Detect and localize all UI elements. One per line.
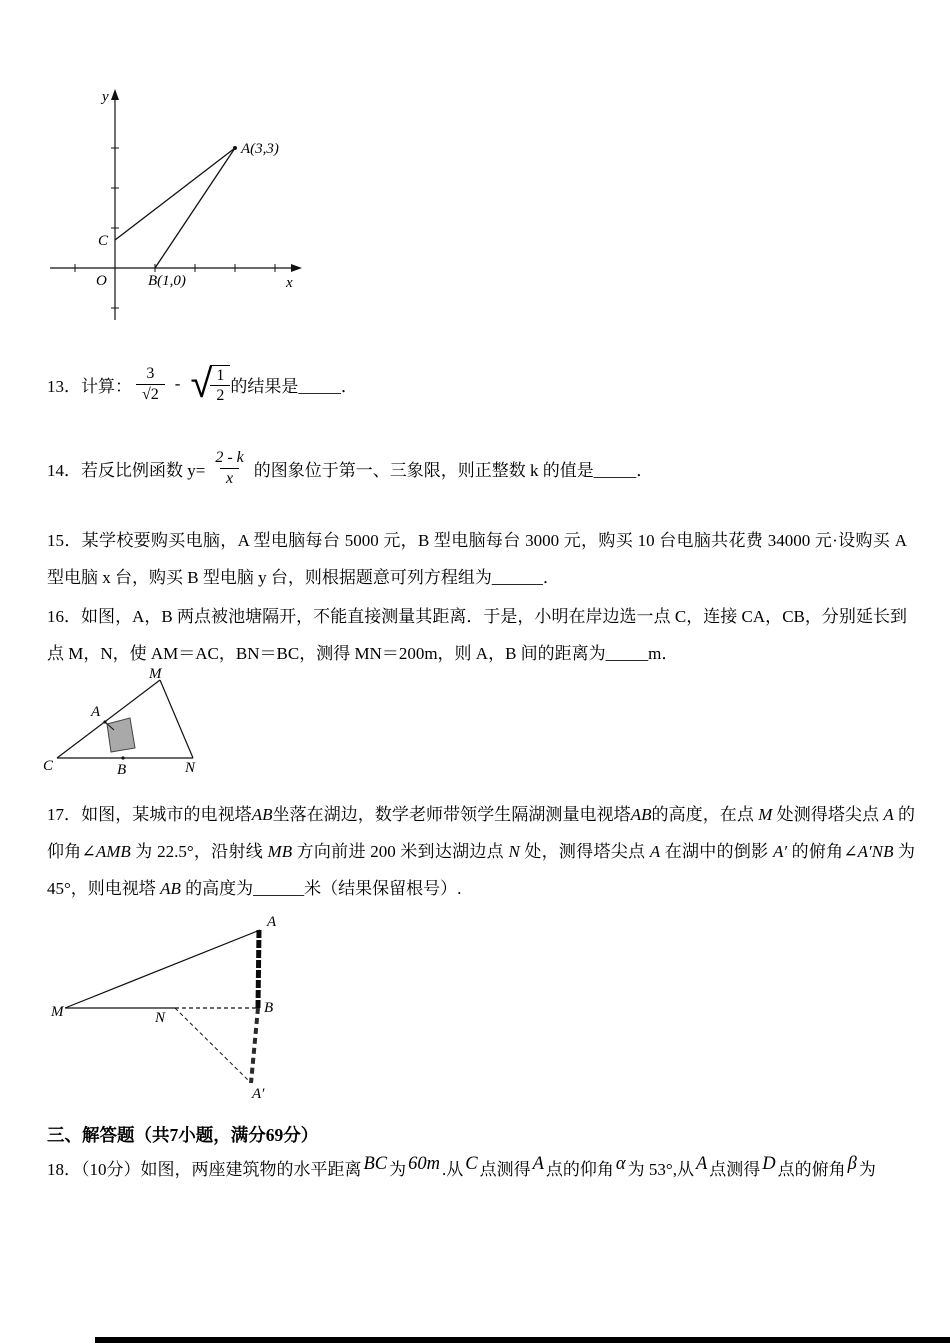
math-variable: D xyxy=(762,1154,776,1174)
fraction-denominator: 2 xyxy=(210,385,230,405)
text-run: 的高度，在点 xyxy=(651,805,759,824)
math-variable: A′NB xyxy=(857,842,894,861)
label-a: A xyxy=(267,914,277,930)
question-13-lead: 13．计算： xyxy=(47,376,132,396)
math-variable: N xyxy=(508,842,520,861)
math-variable: A xyxy=(695,1154,708,1174)
question-14 xyxy=(47,440,653,496)
point-a-label: A(3,3) xyxy=(241,141,279,157)
point-a xyxy=(233,146,237,150)
fraction-1-over-2 xyxy=(210,365,230,405)
question-13-tail: 的结果是_____． xyxy=(230,376,358,396)
x-axis-arrow xyxy=(291,264,302,272)
math-variable: MB xyxy=(267,842,293,861)
label-b: B xyxy=(264,1000,274,1016)
segment-mn xyxy=(160,680,193,758)
text-run: 点测得 xyxy=(479,1160,531,1179)
minus-operator: - xyxy=(174,374,181,393)
segment-cm xyxy=(57,680,160,758)
reflection-ba-prime xyxy=(251,1008,258,1083)
text-run: .从 xyxy=(442,1160,464,1179)
text-run: 为 xyxy=(389,1160,407,1179)
question-17 xyxy=(47,796,915,907)
y-axis-label: y xyxy=(102,89,109,105)
text-run: 在湖中的倒影 xyxy=(660,842,773,861)
label-n: N xyxy=(155,1010,166,1026)
fraction-numerator: 2 - k xyxy=(215,448,244,466)
math-variable: AB xyxy=(630,805,652,824)
sightline-na-prime xyxy=(175,1008,249,1081)
section-3-heading: 三、解答题（共7小题，满分69分） xyxy=(47,1125,319,1145)
text-run: 方向前进 200 米到达湖边点 xyxy=(292,842,509,861)
text-run: 为 22.5°，沿射线 xyxy=(130,842,268,861)
origin-label: O xyxy=(96,273,107,289)
math-variable: AB xyxy=(251,805,273,824)
text-run: 的仰角∠ xyxy=(47,805,916,861)
label-m: M xyxy=(149,666,162,682)
text-run: 点测得 xyxy=(709,1160,761,1179)
sqrt-expression xyxy=(190,361,230,407)
y-axis-arrow xyxy=(111,89,119,100)
text-run: 的高度为______米（结果保留根号）. xyxy=(180,879,462,898)
question-14-lead: 14．若反比例函数 y= xyxy=(47,460,206,480)
fraction-numerator: 3 xyxy=(146,364,155,382)
text-run: 处测得塔尖点 xyxy=(772,805,884,824)
fraction-3-over-sqrt2 xyxy=(136,364,165,405)
math-variable: β xyxy=(847,1154,857,1174)
text-run: 为 xyxy=(858,1160,876,1179)
text-run: 为 45°，则电视塔 xyxy=(47,842,916,898)
fraction-2-minus-k-over-x xyxy=(209,448,249,489)
sightline-ma xyxy=(65,930,260,1008)
pond-triangle-svg xyxy=(35,666,235,784)
question-18 xyxy=(47,1150,927,1190)
label-a: A xyxy=(91,704,101,720)
question-16 xyxy=(47,598,907,672)
label-n: N xyxy=(185,760,196,776)
question-14-tail: 的图象位于第一、三象限，则正整数 k 的值是_____． xyxy=(253,460,654,480)
math-variable: M xyxy=(758,805,773,824)
fraction-denominator: x xyxy=(220,468,239,489)
label-c: C xyxy=(43,758,54,774)
question-13 xyxy=(47,356,358,412)
x-axis-label: x xyxy=(286,275,293,291)
math-variable: α xyxy=(615,1154,626,1174)
text-run: 17．如图，某城市的电视塔 xyxy=(47,805,252,824)
figure-pond-triangle xyxy=(35,666,235,789)
math-variable: AB xyxy=(160,879,181,898)
figure-coordinate-plane xyxy=(40,85,320,335)
fraction-numerator: 1 xyxy=(216,367,225,384)
text-run: 处，测得塔尖点 xyxy=(519,842,650,861)
math-variable: A xyxy=(883,805,894,824)
text-run: 点的俯角 xyxy=(777,1160,846,1179)
label-m: M xyxy=(51,1004,64,1020)
math-variable: A xyxy=(649,842,661,861)
text-run: 18．（10分）如图，两座建筑物的水平距离 xyxy=(47,1160,362,1179)
math-variable: BC xyxy=(363,1154,388,1174)
question-15 xyxy=(47,522,907,596)
pond-shape xyxy=(107,718,135,752)
math-variable: C xyxy=(465,1154,478,1174)
radical-sign: √ xyxy=(190,361,213,407)
point-c-label: C xyxy=(98,233,109,249)
label-b: B xyxy=(117,762,127,778)
tv-tower-svg xyxy=(45,908,295,1106)
segment-ba xyxy=(155,148,235,268)
text-run: 点的仰角 xyxy=(545,1160,614,1179)
label-a-prime: A′ xyxy=(252,1086,265,1102)
figure-tv-tower xyxy=(45,908,295,1111)
text-run: 的俯角∠ xyxy=(787,842,858,861)
math-variable: A′ xyxy=(772,842,788,861)
text-run: 坐落在湖边，数学老师带领学生隔湖测量电视塔 xyxy=(272,805,631,824)
math-variable: A xyxy=(532,1154,544,1174)
math-variable: AMB xyxy=(95,842,131,861)
question-15-text: 15．某学校要购买电脑，A 型电脑每台 5000 元，B 型电脑每台 3000 元，购买 10 台电脑共花费 34000 元·设购买 A 型电脑 x 台，购买 B 型电脑 y 台，则根据题意可列方程组为______． xyxy=(47,531,907,587)
point-a xyxy=(103,720,106,723)
coordinate-plane-svg xyxy=(40,85,320,330)
question-16-text: 16．如图，A，B 两点被池塘隔开，不能直接测量其距离．于是，小明在岸边选一点 C，连接 CA，CB，分别延长到点 M，N，使 AM＝AC，BN＝BC，测得 MN＝200m，则 A，B 间的距离为_____m． xyxy=(47,607,907,663)
segment-ca xyxy=(115,148,235,240)
fraction-denominator: √2 xyxy=(136,384,165,405)
point-b xyxy=(121,756,124,759)
point-b-label: B(1,0) xyxy=(148,273,186,289)
text-run: 为 53°,从 xyxy=(627,1160,694,1179)
tower-ab xyxy=(258,930,259,1008)
scan-edge-artifact xyxy=(95,1337,950,1343)
math-variable: 60m xyxy=(408,1154,441,1174)
